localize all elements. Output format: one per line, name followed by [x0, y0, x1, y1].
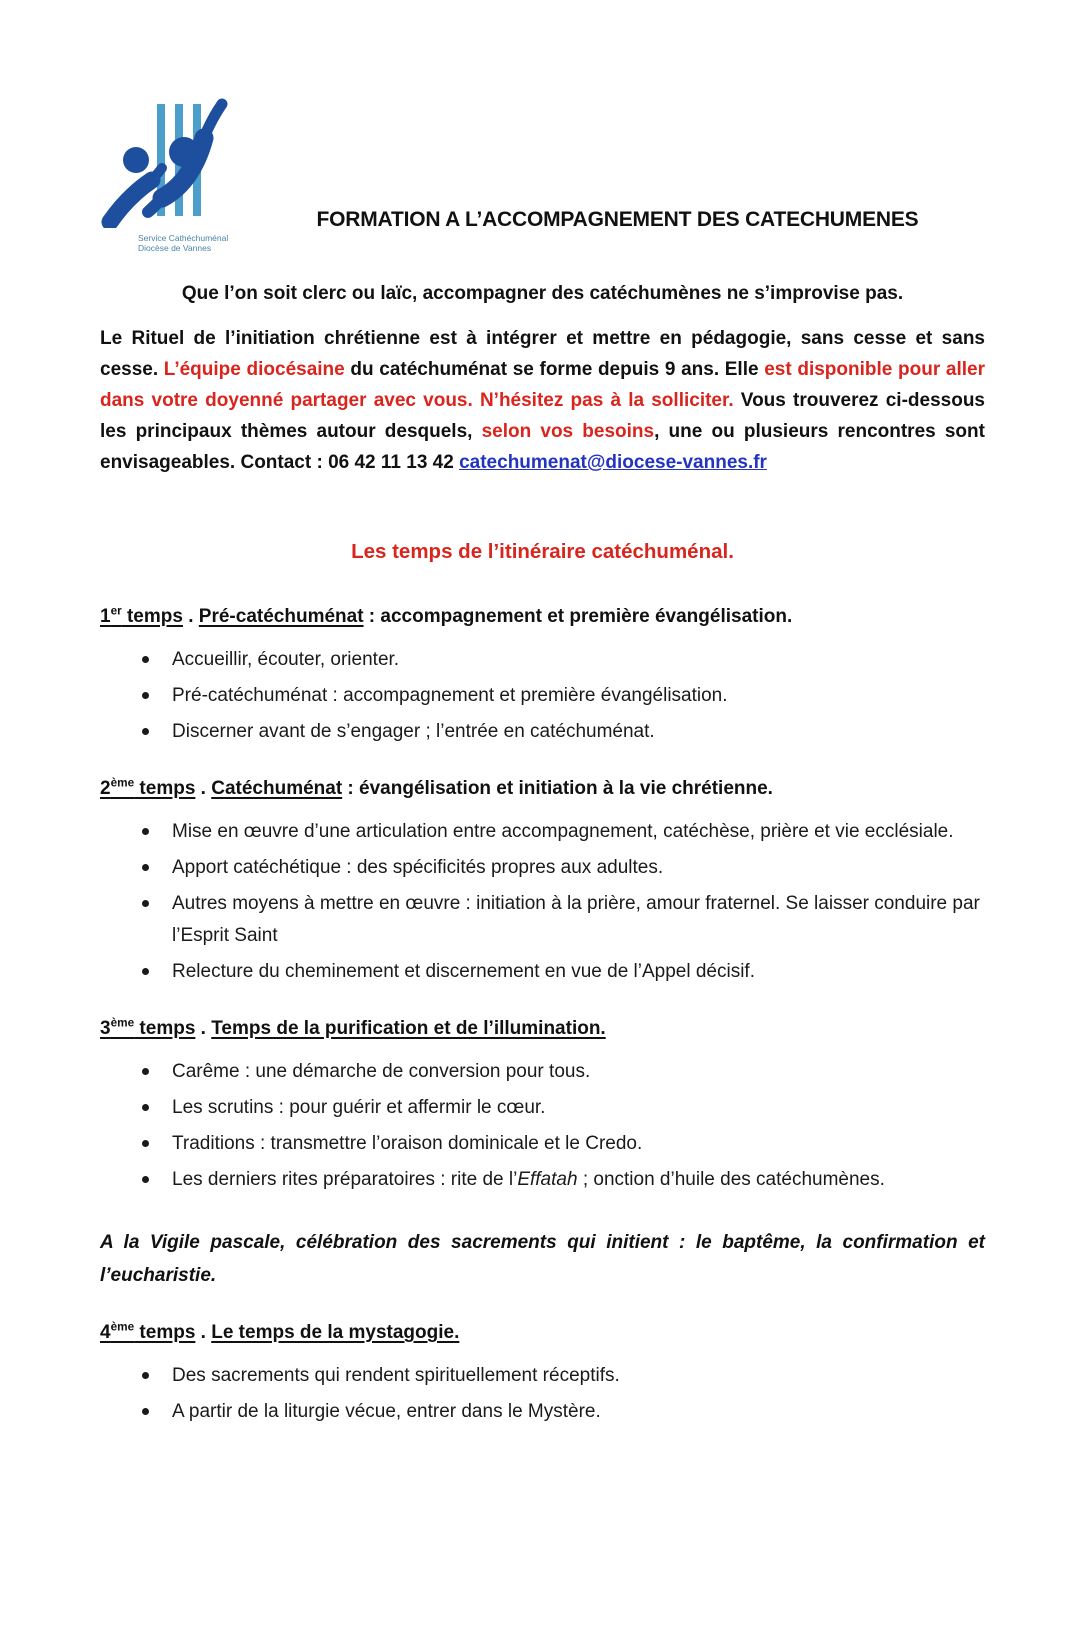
section-bullet-list: [100, 1360, 985, 1428]
section-bullet-list: [100, 816, 985, 988]
bullet-item: Des sacrements qui rendent spirituellement réceptifs.: [172, 1360, 985, 1392]
section-heading-4: [100, 1322, 985, 1344]
diocese-logo: [100, 96, 250, 253]
section-title: Le temps de la mystagogie.: [211, 1322, 460, 1343]
bullet-item: Pré-catéchuménat : accompagnement et première évangélisation.: [172, 680, 985, 712]
logo-figures-icon: [100, 96, 238, 228]
title-block: [250, 96, 985, 253]
intro-text: , une ou plusieurs rencontres sont envisageables. Contact : 06 42 11 13 42: [100, 421, 985, 473]
bullet-item: Carême : une démarche de conversion pour tous.: [172, 1056, 985, 1088]
section-heading-3: [100, 1018, 985, 1040]
section-title: Pré-catéchuménat: [198, 606, 364, 627]
intro-highlight-text: est disponible pour aller dans votre doyenné partager avec vous. N’hésitez pas à la solliciter.: [100, 359, 985, 411]
section-separator: .: [182, 606, 199, 627]
section-label: 4ème temps: [100, 1320, 196, 1343]
document-page: [0, 96, 1086, 1518]
intro-highlight-text: selon vos besoins: [481, 421, 655, 442]
document-title: FORMATION A L’ACCOMPAGNEMENT DES CATECHUMENES: [316, 208, 919, 231]
intro-highlight-text: L’équipe diocésaine: [163, 359, 345, 380]
bullet-item: Autres moyens à mettre en œuvre : initiation à la prière, amour fraternel. Se laisser conduire par l’Esprit Saint: [172, 888, 985, 952]
bullet-item: Traditions : transmettre l’oraison dominicale et le Credo.: [172, 1128, 985, 1160]
bullet-item: Les derniers rites préparatoires : rite de l’Effatah ; onction d’huile des catéchumènes.: [172, 1164, 985, 1196]
section-title-rest: : accompagnement et première évangélisation.: [363, 606, 793, 627]
section-title: Catéchuménat: [211, 778, 343, 799]
intro-text: du catéchuménat se forme depuis 9 ans. Elle: [344, 359, 765, 380]
bullet-item: Mise en œuvre d’une articulation entre accompagnement, catéchèse, prière et vie ecclésiale.: [172, 816, 985, 848]
logo-caption-line2: Diocèse de Vannes: [138, 242, 212, 253]
section-heading-1: [100, 606, 985, 628]
section-label: 3ème temps: [100, 1016, 196, 1039]
intro-text: Vous trouverez ci-dessous les principaux thèmes autour desquels,: [100, 390, 986, 442]
contact-email-link[interactable]: catechumenat@diocese-vannes.fr: [459, 452, 767, 473]
bullet-item: Accueillir, écouter, orienter.: [172, 644, 985, 676]
bullet-item: Relecture du cheminement et discernement en vue de l’Appel décisif.: [172, 956, 985, 988]
section-separator: .: [195, 1018, 212, 1039]
section-separator: .: [195, 1322, 212, 1343]
section-separator: .: [195, 778, 212, 799]
bullet-item: A partir de la liturgie vécue, entrer dans le Mystère.: [172, 1396, 985, 1428]
itinerary-heading: Les temps de l’itinéraire catéchuménal.: [351, 540, 734, 563]
bullet-item: Les scrutins : pour guérir et affermir le cœur.: [172, 1092, 985, 1124]
section-label: 1er temps: [100, 604, 183, 627]
bullet-item: Apport catéchétique : des spécificités propres aux adultes.: [172, 852, 985, 884]
sections-container: [100, 606, 985, 1428]
document-header: [100, 96, 985, 253]
bullet-item: Discerner avant de s’engager ; l’entrée en catéchuménat.: [172, 716, 985, 748]
section-title: Temps de la purification et de l’illumination.: [211, 1018, 606, 1039]
section-bullet-list: [100, 644, 985, 748]
section-bullet-list: [100, 1056, 985, 1196]
section-label: 2ème temps: [100, 776, 196, 799]
logo-caption: [138, 234, 250, 253]
section-title-rest: : évangélisation et initiation à la vie chrétienne.: [342, 778, 773, 799]
intro-text: Le Rituel de l’initiation chrétienne est à intégrer et mettre en pédagogie, sans cesse et sans cesse.: [100, 328, 985, 380]
vigile-pascale-paragraph: A la Vigile pascale, célébration des sacrements qui initient : le baptême, la confirmation et l’eucharistie.: [100, 1232, 985, 1286]
section-heading-2: [100, 778, 985, 800]
logo-caption-line1: Service Cathéchuménal: [138, 233, 229, 243]
document-subtitle: Que l’on soit clerc ou laïc, accompagner des catéchumènes ne s’improvise pas.: [181, 283, 904, 304]
intro-paragraph: [100, 323, 985, 478]
